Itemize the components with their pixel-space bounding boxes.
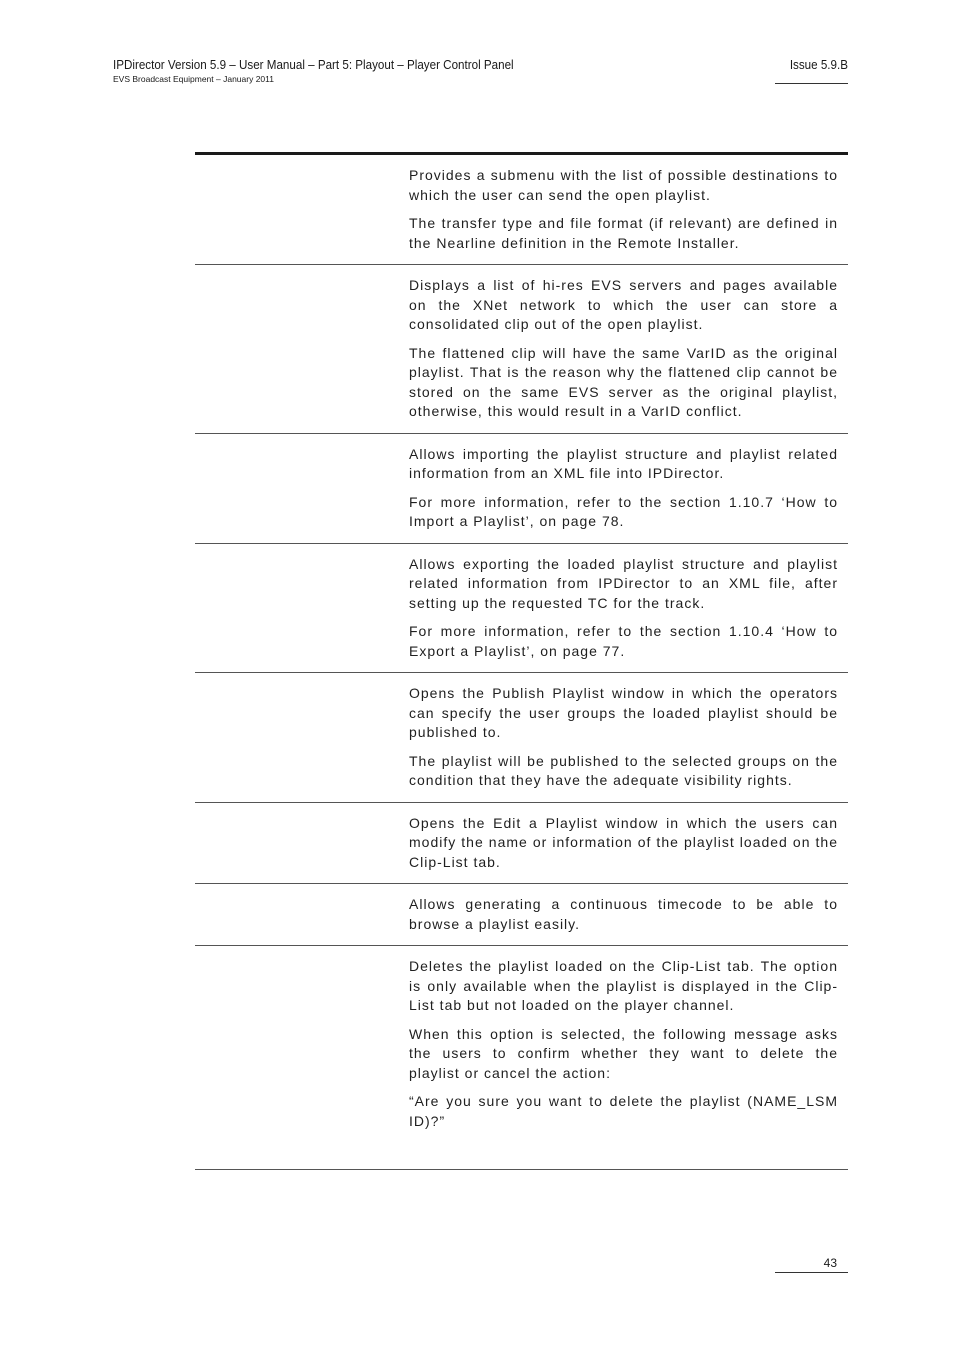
row-description: Opens the Edit a Playlist window in which the users can modify the name or information of the playlist loaded on the Clip-List tab. <box>409 814 838 870</box>
header-title: IPDirector Version 5.9 – User Manual – Part 5: Playout – Player Control Panel <box>113 58 514 72</box>
row-description: Allows exporting the loaded playlist structure and playlist related information from IPDirector to an XML file, after setting up the requested TC for the track. <box>409 555 838 611</box>
table-row <box>195 155 848 265</box>
row-description: Provides a submenu with the list of possible destinations to which the user can send the open playlist. <box>409 167 838 203</box>
row-description: “Are you sure you want to delete the playlist (NAME_LSM ID)?” <box>409 1093 838 1129</box>
row-description: Allows importing the playlist structure and playlist related information from an XML file into IPDirector. <box>409 445 838 481</box>
row-description: For more information, refer to the section 1.10.4 ‘How to Export a Playlist’, on page 77. <box>409 623 838 659</box>
table-row <box>195 265 848 434</box>
row-description: Displays a list of hi-res EVS servers and pages available on the XNet network to which the user can store a consolidated clip out of the open playlist. <box>409 277 838 332</box>
issue-label: Issue 5.9.B <box>789 58 848 72</box>
row-description: Deletes the playlist loaded on the Clip-List tab. The option is only available when the playlist is displayed in the Clip-List tab but not loaded on the player channel. <box>409 958 838 1013</box>
row-description: The playlist will be published to the selected groups on the condition that they have the adequate visibility rights. <box>409 752 838 788</box>
row-description: When this option is selected, the following message asks the users to confirm whether they want to delete the playlist or cancel the action: <box>409 1025 838 1081</box>
header-rule <box>775 83 848 84</box>
header-subtitle: EVS Broadcast Equipment – January 2011 <box>113 74 274 84</box>
table-row <box>195 884 848 946</box>
row-description: The flattened clip will have the same VarID as the original playlist. That is the reason why the flattened clip cannot be stored on the same EVS server as the original playlist, otherwise, this would result in a VarID conflict. <box>409 344 838 419</box>
footer-rule <box>775 1272 848 1273</box>
table-row <box>195 434 848 544</box>
row-description: Allows generating a continuous timecode to be able to browse a playlist easily. <box>409 896 838 932</box>
table-row <box>195 673 848 803</box>
page-number: 43 <box>823 1256 837 1270</box>
table-row <box>195 544 848 674</box>
row-description: The transfer type and file format (if relevant) are defined in the Nearline definition in the Remote Installer. <box>409 215 838 251</box>
row-description: Opens the Publish Playlist window in which the operators can specify the user groups the loaded playlist should be published to. <box>409 685 838 740</box>
table-row <box>195 946 848 1170</box>
row-description: For more information, refer to the section 1.10.7 ‘How to Import a Playlist’, on page 78. <box>409 493 838 529</box>
options-table <box>195 152 848 1170</box>
table-row <box>195 803 848 885</box>
